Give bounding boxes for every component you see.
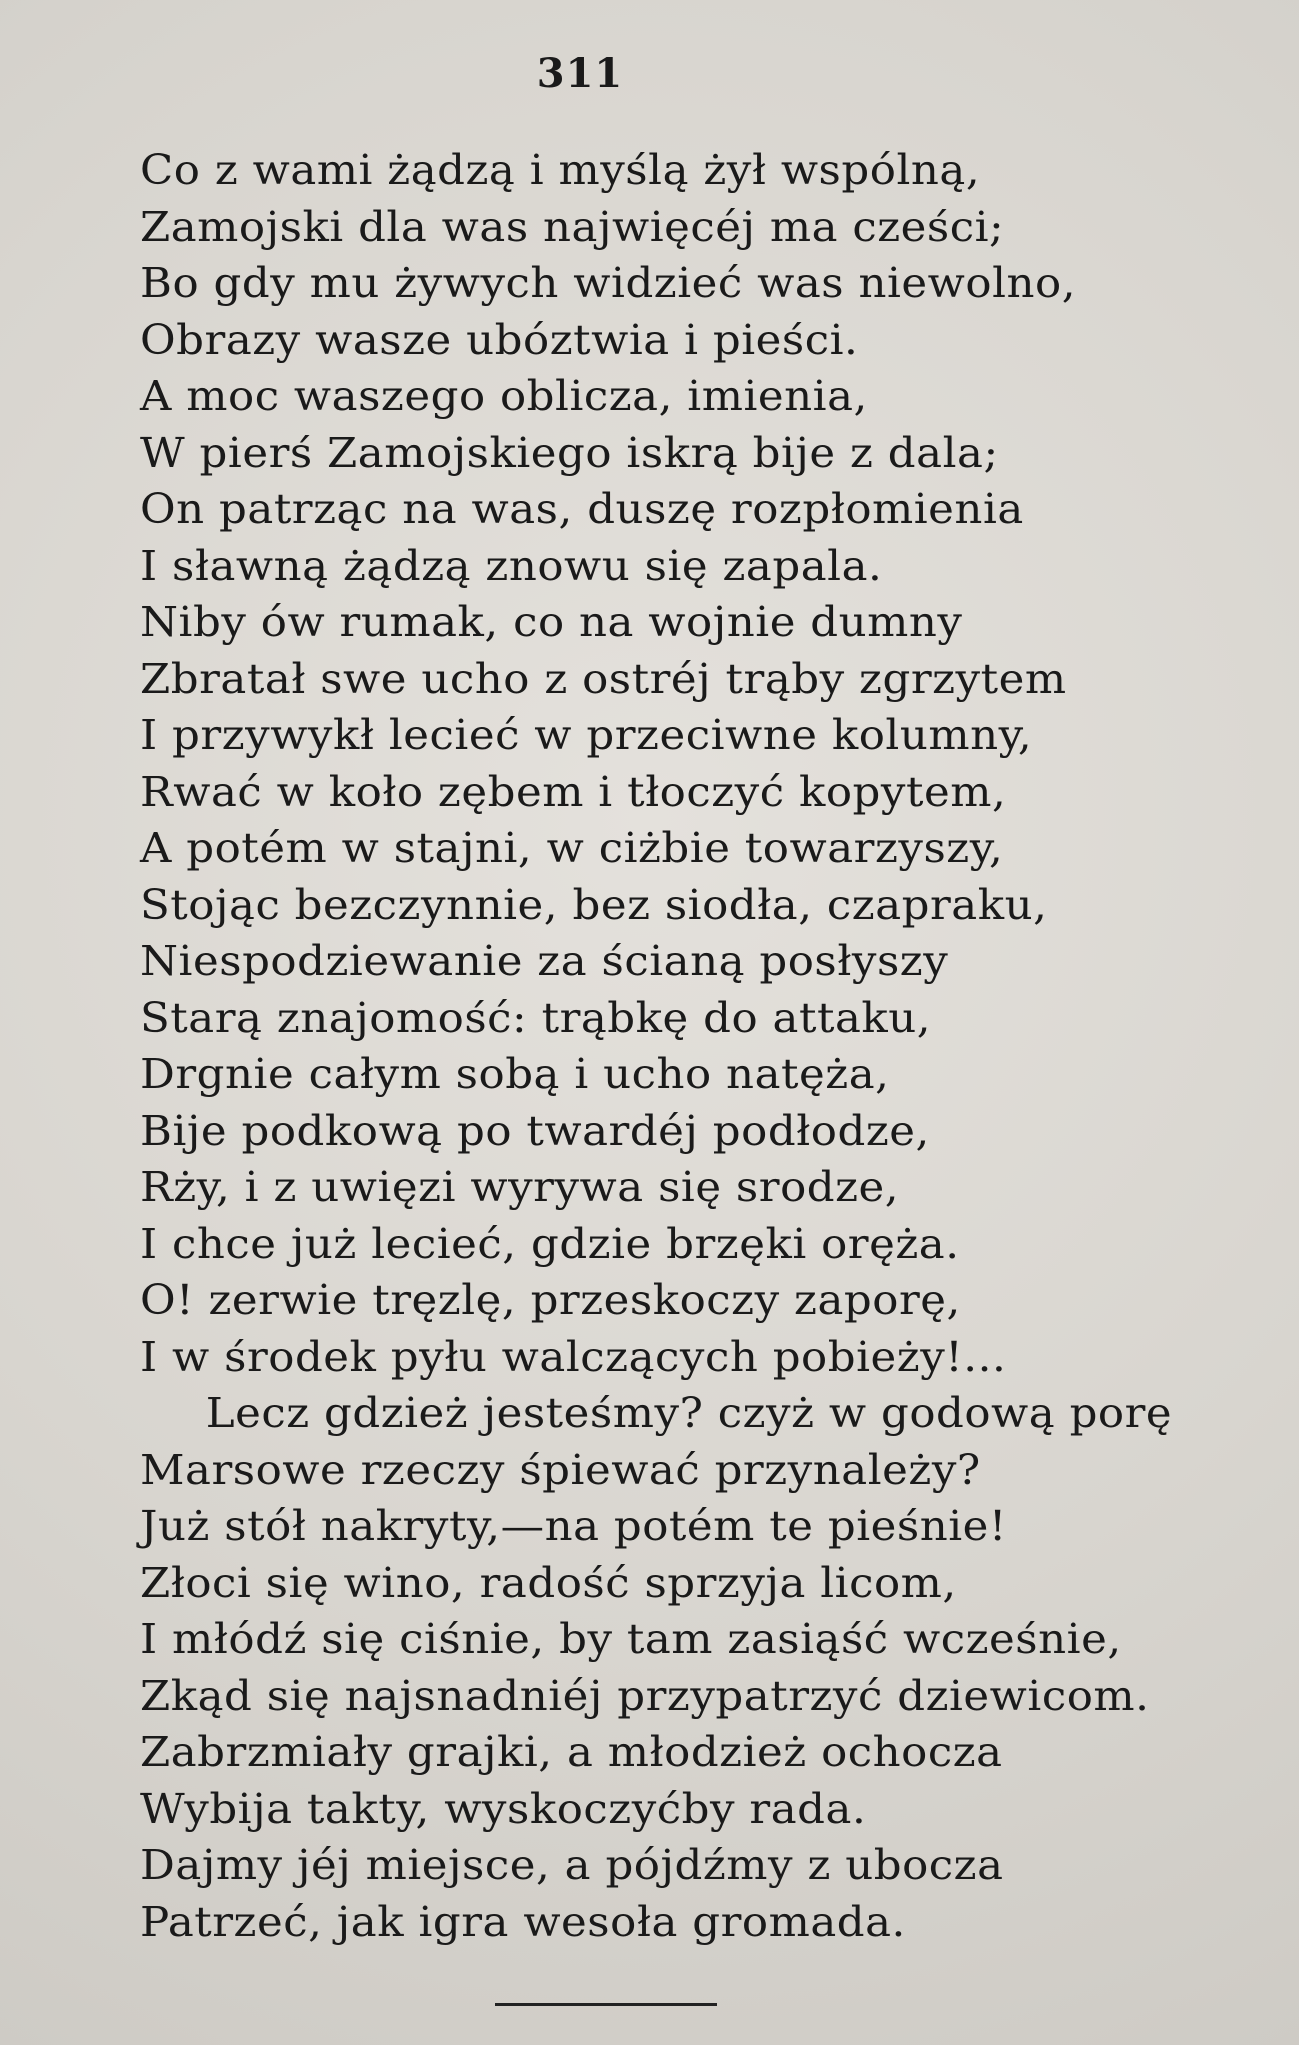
poem-line: Zamojski dla was najwięcéj ma cześci; [140, 202, 1005, 251]
poem-line: Zkąd się najsnadniéj przypatrzyć dziewicom. [140, 1671, 1150, 1720]
poem-line: I chce już lecieć, gdzie brzęki oręża. [140, 1219, 960, 1268]
poem-line: Już stół nakryty,—na potém te pieśnie! [140, 1502, 1007, 1550]
poem-line: Co z wami żądzą i myślą żył wspólną, [140, 146, 981, 194]
poem-line: A potém w stajni, w ciżbie towarzyszy, [140, 824, 1004, 872]
poem-line: O! zerwie tręzlę, przeskoczy zaporę, [140, 1276, 961, 1324]
poem-line: Dajmy jéj miejsce, a pójdźmy z ubocza [140, 1841, 1004, 1889]
section-end-rule [495, 2003, 717, 2006]
poem-line: A moc waszego oblicza, imienia, [140, 372, 868, 420]
poem-line: I w środek pyłu walczących pobieży!... [140, 1332, 1007, 1381]
poem-line: Zabrzmiały grajki, a młodzież ochocza [140, 1728, 1003, 1776]
poem-line: Rwać w koło zębem i tłoczyć kopytem, [140, 767, 1007, 816]
poem-line: Stojąc bezczynnie, bez siodła, czapraku, [140, 880, 1048, 929]
poem-line: Obrazy wasze ubóztwia i pieści. [140, 315, 859, 364]
poem-line: I przywykł lecieć w przeciwne kolumny, [140, 711, 1033, 759]
page-number: 311 [536, 50, 624, 97]
poem-line: I sławną żądzą znowu się zapala. [140, 541, 883, 590]
poem-line: Wybija takty, wyskoczyćby rada. [140, 1784, 867, 1833]
stanza-2 [140, 1385, 1240, 1950]
poem-line: Rży, i z uwięzi wyrywa się srodze, [140, 1163, 900, 1211]
poem-line: Drgnie całym sobą i ucho natęża, [140, 1050, 890, 1098]
poem-line: W pierś Zamojskiego iskrą bije z dala; [140, 428, 999, 477]
poem-line: I młódź się ciśnie, by tam zasiąść wcześnie, [140, 1615, 1122, 1663]
poem-line: Lecz gdzież jesteśmy? czyż w godową porę [205, 1389, 1173, 1437]
poem-line: Niby ów rumak, co na wojnie dumny [140, 598, 963, 646]
poem-line: Zbratał swe ucho z ostréj trąby zgrzytem [140, 654, 1067, 703]
poem-line: Złoci się wino, radość sprzyja licom, [140, 1558, 957, 1607]
poem-line: Bo gdy mu żywych widzieć was niewolno, [140, 259, 1077, 307]
poem-line: Niespodziewanie za ścianą posłyszy [140, 937, 949, 985]
stanza-1 [140, 142, 1240, 1385]
poem-line: On patrząc na was, duszę rozpłomienia [140, 485, 1024, 533]
poem-line: Bije podkową po twardéj podłodze, [140, 1106, 930, 1155]
poem [140, 142, 1240, 1950]
poem-line: Marsowe rzeczy śpiewać przynależy? [140, 1445, 981, 1494]
poem-line: Starą znajomość: trąbkę do attaku, [140, 993, 932, 1042]
poem-line: Patrzeć, jak igra wesoła gromada. [140, 1897, 906, 1946]
